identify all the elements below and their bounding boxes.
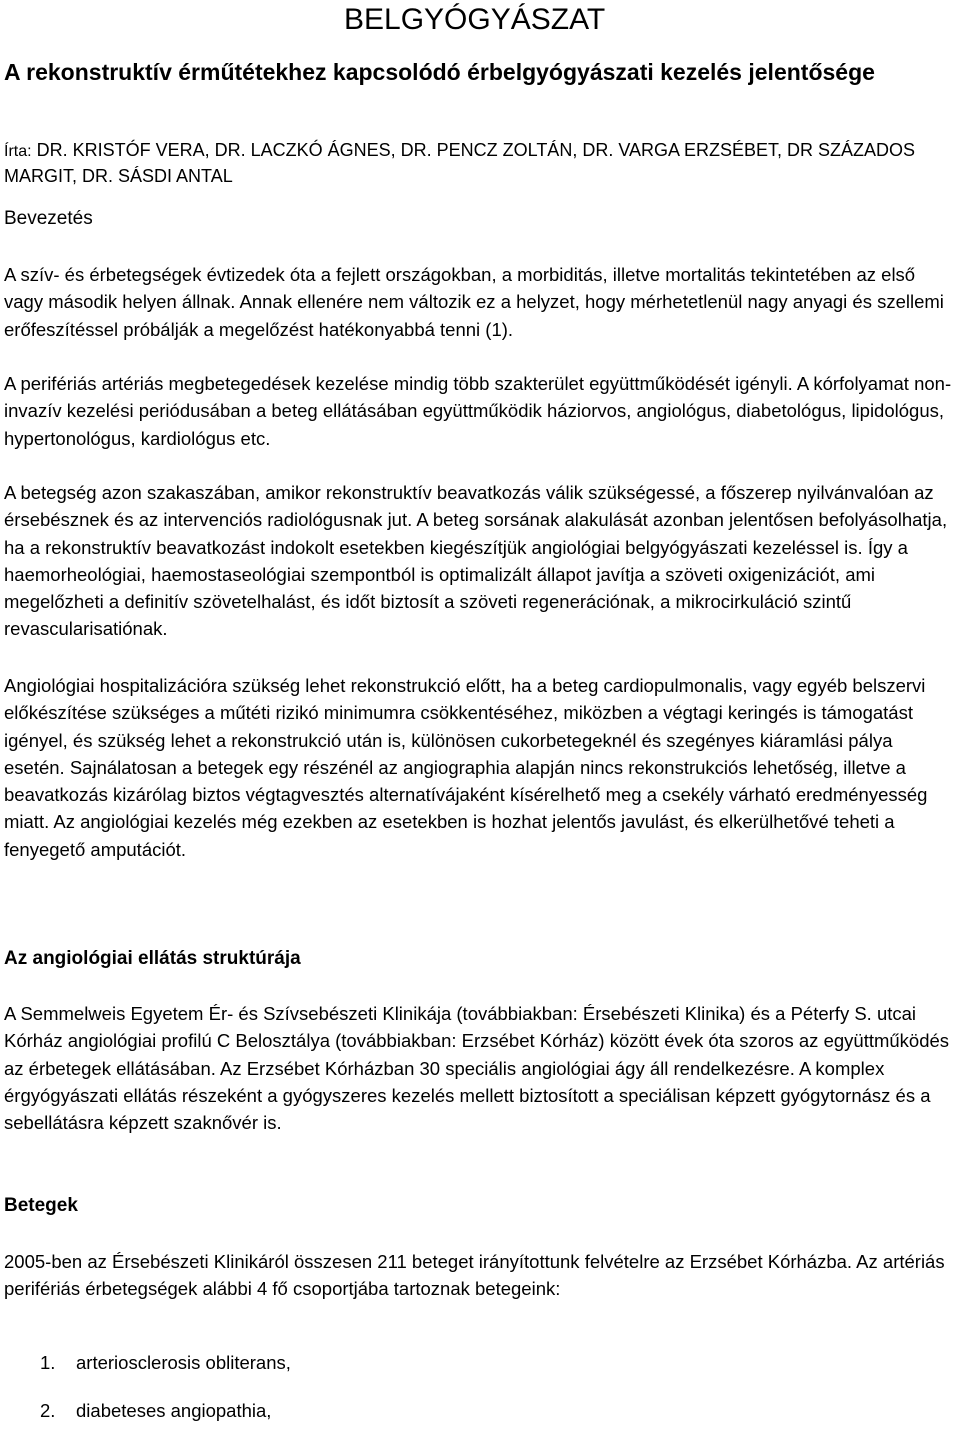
list-item-number: 2.	[40, 1400, 56, 1421]
intro-paragraph-3: A betegség azon szakaszában, amikor rekonstruktív beavatkozás válik szükségessé, a főszerep nyilvánvalóan az érsebésznek és az intervenciós radiológusnak jut. A beteg sorsának alakulását azonban jelentősen befolyásolhatja, ha a rekonstruktív beavatkozást indokolt esetekben kiegészítjük angiológiai belgyógyászati kezeléssel is. Így a haemorheológiai, haemostaseológiai szempontból is optimalizált állapot javítja a szöveti oxigenizációt, ami megelőzheti a definitív szövetelhalást, és időt biztosít a szöveti regenerációnak, a mikrocirkuláció szintű revascularisatiónak.	[4, 482, 948, 640]
authors-line	[4, 138, 958, 188]
patient-group-list	[40, 1349, 291, 1445]
structure-paragraph: A Semmelweis Egyetem Ér- és Szívsebészeti Klinikája (továbbiakban: Érsebészeti Klinika) és a Péterfy S. utcai Kórház angiológiai profilú C Belosztálya (továbbiakban: Erzsébet Kórház) között évek óta szoros az együttműködés az érbetegek ellátásában. Az Erzsébet Kórházban 30 speciális angiológiai ágy áll rendelkezésre. A komplex érgyógyászati ellátás részeként a gyógyszeres kezelés mellett biztosított a speciálisan képzett gyógytornász és a sebellátásra képzett szaknővér is.	[4, 1003, 950, 1134]
list-item-text: diabeteses angiopathia,	[76, 1400, 272, 1421]
section-heading-structure: Az angiológiai ellátás struktúrája	[4, 948, 301, 969]
patients-paragraph: 2005-ben az Érsebészeti Klinikáról összesen 211 beteget irányítottunk felvételre az Erzsébet Kórházba. Az artériás perifériás érbetegségek alábbi 4 fő csoportjába tartoznak betegeink:	[4, 1251, 945, 1300]
authors-names: DR. KRISTÓF VERA, DR. LACZKÓ ÁGNES, DR. PENCZ ZOLTÁN, DR. VARGA ERZSÉBET, DR SZÁZADOS MARGIT, DR. SÁSDI ANTAL	[4, 140, 916, 186]
list-item-number: 1.	[40, 1352, 56, 1373]
list-item-text: arteriosclerosis obliterans,	[76, 1352, 291, 1373]
section-heading-patients: Betegek	[4, 1195, 78, 1216]
intro-paragraph-2: A perifériás artériás megbetegedések kezelése mindig több szakterület együttműködését igényli. A kórfolyamat non-invazív kezelési periódusában a beteg ellátásában együttműködik háziorvos, angiológus, diabetológus, lipidológus, hypertonológus, kardiológus etc.	[4, 373, 952, 449]
intro-paragraph-4: Angiológiai hospitalizációra szükség lehet rekonstrukció előtt, ha a beteg cardiopulmonalis, vagy egyéb belszervi előkészítése szükséges a műtéti rizikó minimumra csökkentéséhez, miközben a végtagi keringés is támogatást igényel, és szükség lehet a rekonstrukció után is, különösen cukorbetegeknél és szegényes kiáramlási pálya esetén. Sajnálatosan a betegek egy részénél az angiographia alapján nincs rekonstrukciós lehetőség, illetve a beavatkozás kizárólag biztos végtagvesztés alternatívájaként kísérelhető meg a csekély várható eredményesség miatt. Az angiológiai kezelés még ezekben az esetekben is hozhat jelentős javulást, és elkerülhetővé teheti a fenyegető amputációt.	[4, 675, 928, 860]
section-heading-intro: Bevezetés	[4, 208, 93, 229]
authors-label: Írta:	[4, 143, 32, 160]
list-item	[40, 1397, 291, 1445]
list-item	[40, 1349, 291, 1397]
article-title: A rekonstruktív érműtétekhez kapcsolódó érbelgyógyászati kezelés jelentősége	[4, 59, 875, 85]
main-title: BELGYÓGYÁSZAT	[344, 3, 606, 36]
intro-paragraph-1: A szív- és érbetegségek évtizedek óta a fejlett országokban, a morbiditás, illetve mortalitás tekintetében az első vagy második helyen állnak. Annak ellenére nem változik ez a helyzet, hogy mérhetetlenül nagy anyagi és szellemi erőfeszítéssel próbálják a megelőzést hatékonyabbá tenni (1).	[4, 264, 944, 340]
